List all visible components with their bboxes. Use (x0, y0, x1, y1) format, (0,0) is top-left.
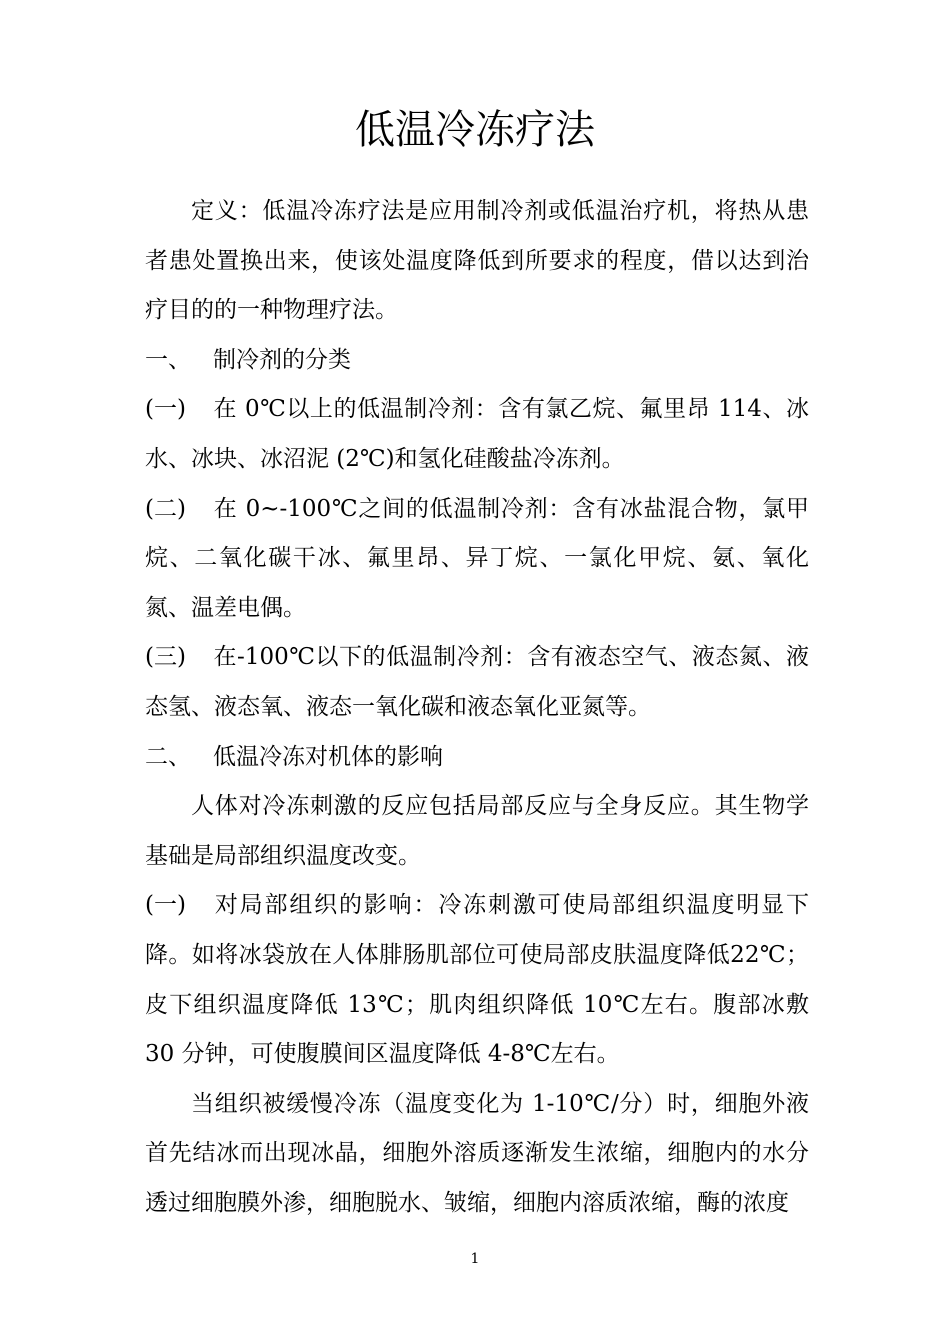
item-number: (一) (145, 396, 186, 423)
list-item (145, 881, 809, 1079)
item-text: 在-100℃以下的低温制冷剂：含有液态空气、液态氮、液态氢、液态氧、液态一氧化碳和液态氧化亚氮等。 (145, 644, 809, 720)
item-number: (二) (145, 495, 186, 522)
page-number: 1 (470, 1251, 480, 1267)
body-paragraph: 当组织被缓慢冷冻（温度变化为 1-10℃/分）时，细胞外液首先结冰而出现冰晶，细胞外溶质逐渐发生浓缩，细胞内的水分透过细胞膜外渗，细胞脱水、皱缩，细胞内溶质浓缩，酶的浓度 (145, 1090, 809, 1216)
definition-paragraph: 定义：低温冷冻疗法是应用制冷剂或低温治疗机，将热从患者患处置换出来，使该处温度降低到所要求的程度，借以达到治疗目的的一种物理疗法。 (145, 198, 809, 324)
list-item (145, 385, 809, 484)
intro-paragraph: 人体对冷冻刺激的反应包括局部反应与全身反应。其生物学基础是局部组织温度改变。 (145, 793, 809, 869)
section-heading-2 (145, 733, 809, 783)
section-number: 一、 (145, 346, 191, 373)
section-heading-text: 低温冷冻对机体的影响 (213, 743, 443, 770)
section-number: 二、 (145, 743, 191, 770)
document-body (145, 187, 809, 1228)
item-text: 在 0~-100℃之间的低温制冷剂：含有冰盐混合物，氯甲烷、二氧化碳干冰、氟里昂、异丁烷、一氯化甲烷、氨、氧化氮、温差电偶。 (145, 495, 809, 621)
page-title: 低温冷冻疗法 (355, 107, 595, 153)
section-heading-text: 制冷剂的分类 (213, 346, 351, 373)
item-number: (三) (145, 644, 186, 671)
item-text: 在 0℃以上的低温制冷剂：含有氯乙烷、氟里昂 114、冰水、冰块、冰沼泥 (2℃)和氢化硅酸盐冷冻剂。 (145, 396, 809, 472)
list-item (145, 485, 809, 634)
item-number: (一) (145, 892, 186, 919)
section-heading-1 (145, 336, 809, 386)
list-item (145, 633, 809, 732)
item-text: 对局部组织的影响：冷冻刺激可使局部组织温度明显下降。如将冰袋放在人体腓肠肌部位可使局部皮肤温度降低22℃；皮下组织温度降低 13℃；肌肉组织降低 10℃左右。腹部冰敷 30 分钟，可使腹膜间区温度降低 4-8℃左右。 (145, 892, 809, 1068)
